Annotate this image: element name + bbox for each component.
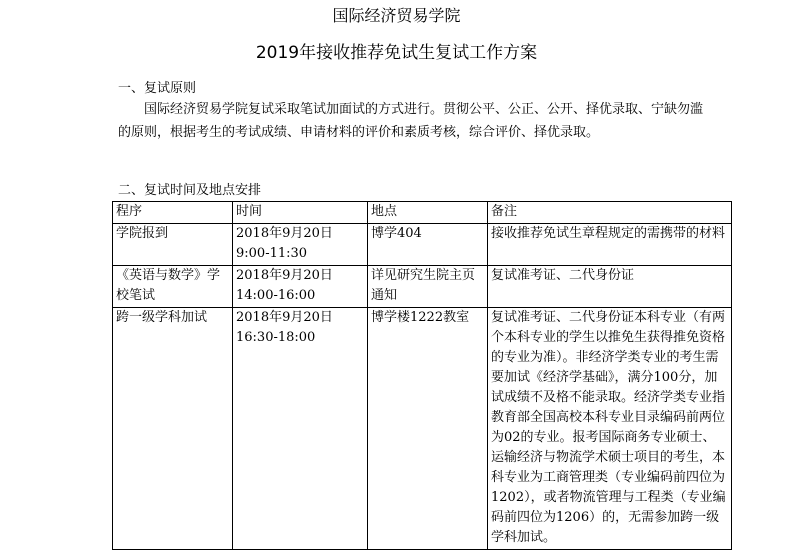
section-heading-principles: 一、复试原则 (118, 81, 197, 96)
cell-note: 复试准考证、二代身份证本科专业（有两个本科专业的学生以推免生获得推免资格的专业为准）。非经济学类专业的考生需要加试《经济学基础》，满分100分，加试成绩不及格不能录取。经济学类专业指教育部全国高校本科专业目录编码前两位为02的专业。报考国际商务专业硕士、运输经济与物流学术硕士项目的考生，本科专业为工商管理类（专业编码前四位为1202），或者物流管理与工程类（专业编码前四位为1206）的，无需参加跨一级学科加试。 (488, 308, 732, 550)
organization-title: 国际经济贸易学院 (332, 6, 461, 25)
schedule-table (112, 201, 732, 550)
cell-place: 详见研究生院主页通知 (368, 266, 488, 308)
table-row (113, 224, 732, 266)
cell-time: 2018年9月20日 9:00-11:30 (233, 224, 368, 266)
column-header-note: 备注 (488, 202, 732, 224)
cell-place: 博学404 (368, 224, 488, 266)
principles-paragraph: 国际经济贸易学院复试采取笔试加面试的方式进行。贯彻公平、公正、公开、择优录取、宁缺勿滥的原则，根据考生的考试成绩、申请材料的评价和素质考核，综合评价、择优录取。 (118, 102, 704, 140)
column-header-time: 时间 (233, 202, 368, 224)
table-row (113, 308, 732, 550)
table-header-row (113, 202, 732, 224)
cell-time: 2018年9月20日 14:00-16:00 (233, 266, 368, 308)
cell-step: 学院报到 (113, 224, 233, 266)
column-header-place: 地点 (368, 202, 488, 224)
document-title: 2019年接收推荐免试生复试工作方案 (255, 43, 538, 63)
table-row (113, 266, 732, 308)
cell-time: 2018年9月20日 16:30-18:00 (233, 308, 368, 550)
section-heading-schedule: 二、复试时间及地点安排 (118, 183, 262, 198)
cell-place: 博学楼1222教室 (368, 308, 488, 550)
cell-note: 接收推荐免试生章程规定的需携带的材料 (488, 224, 732, 266)
cell-step: 《英语与数学》学校笔试 (113, 266, 233, 308)
cell-step: 跨一级学科加试 (113, 308, 233, 550)
cell-note: 复试准考证、二代身份证 (488, 266, 732, 308)
column-header-step: 程序 (113, 202, 233, 224)
